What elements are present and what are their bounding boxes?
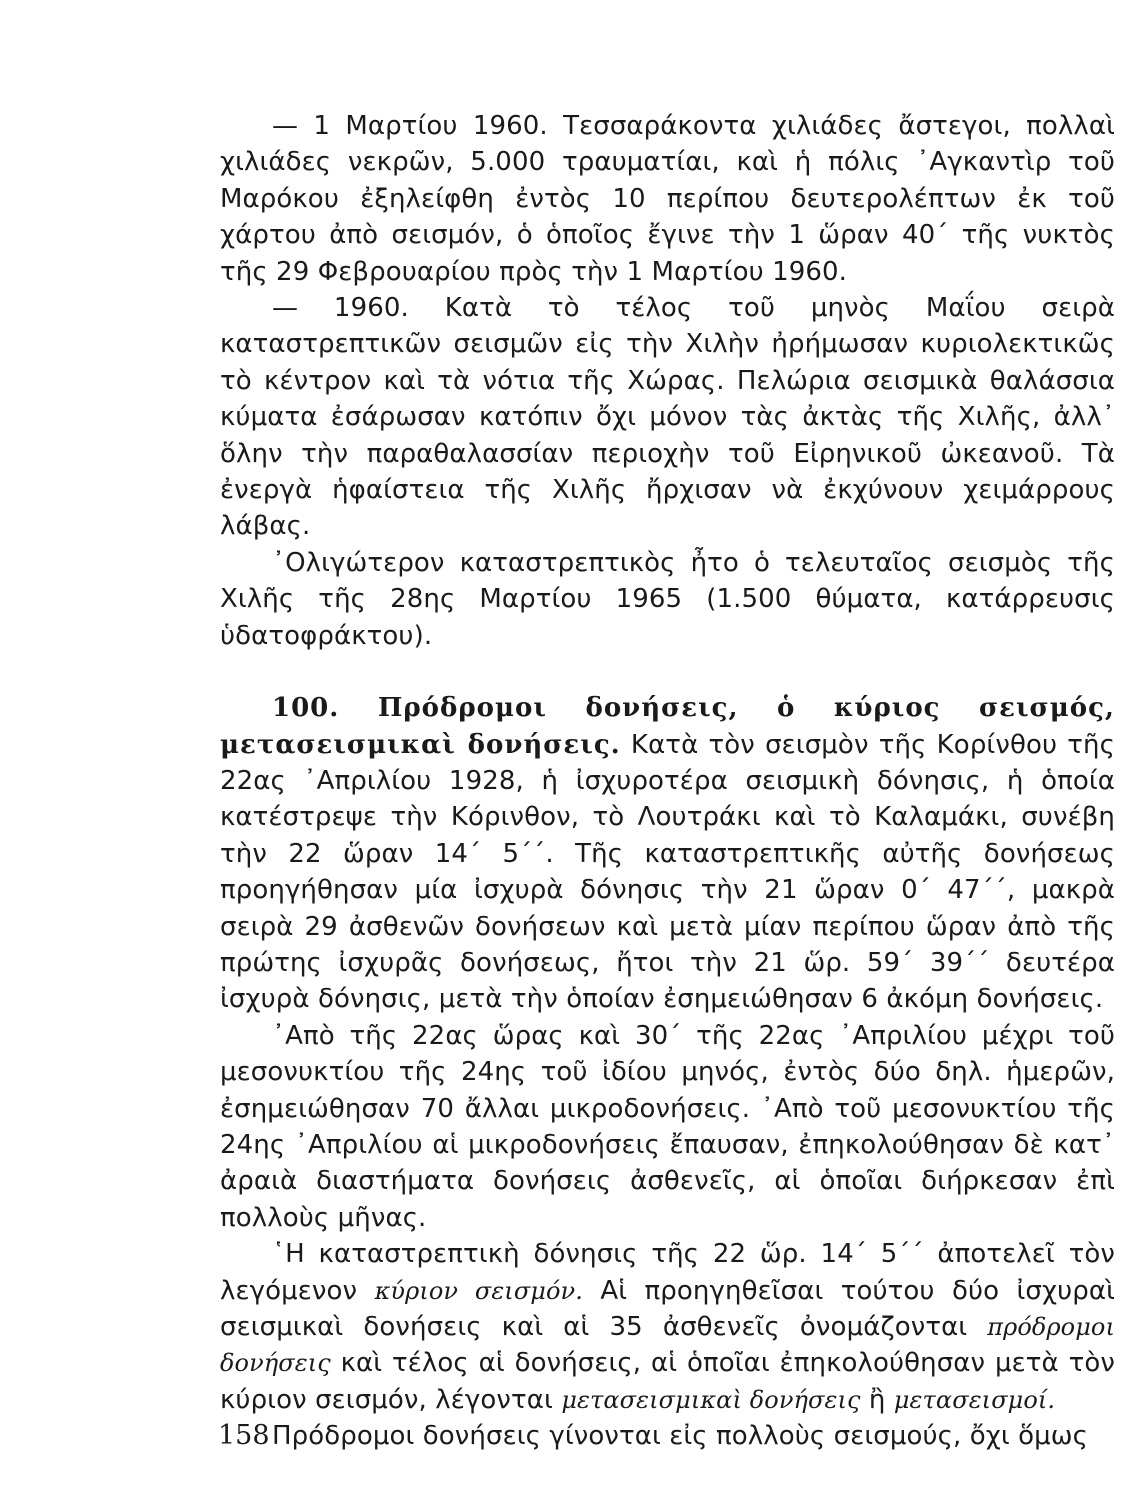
term-aftershocks-short: μετασεισμοί.	[893, 1385, 1056, 1414]
paragraph-microshocks: ᾽Απὸ τῆς 22ας ὥρας καὶ 30΄ τῆς 22ας ᾽Απριλίου μέχρι τοῦ μεσονυκτίου τῆς 24ης τοῦ ἰδίου μηνός, ἐντὸς δύο δηλ. ἡμερῶν, ἐσημειώθησαν 70 ἄλλαι μικροδονήσεις. ᾽Απὸ τοῦ μεσονυκτίου τῆς 24ης ᾽Απριλίου αἱ μικροδονήσεις ἔπαυσαν, ἐπηκολούθησαν δὲ κατ᾽ ἀραιὰ διαστήματα δονήσεις ἀσθενεῖς, αἱ ὁποῖαι διήρκεσαν ἐπὶ πολλοὺς μῆνας.	[220, 1020, 1115, 1233]
term-main-shock: κύριον σεισμόν.	[374, 1276, 583, 1305]
page-number: 158	[218, 1420, 270, 1451]
page-body	[220, 108, 1115, 1455]
paragraph-foreshocks-continued: Πρόδρομοι δονήσεις γίνονται εἰς πολλοὺς σεισμούς, ὄχι ὅμως	[272, 1421, 1089, 1452]
section-100	[220, 690, 1115, 1018]
section-body: Κατὰ τὸν σεισμὸν τῆς Κορίνθου τῆς 22ας ᾽Απριλίου 1928, ἡ ἰσχυροτέρα σεισμικὴ δόνησις, ἡ ὁποία κατέστρεψε τὴν Κόρινθον, τὸ Λουτράκι καὶ τὸ Καλαμάκι, συνέβη τὴν 22 ὥραν 14΄ 5΄΄. Τῆς καταστρεπτικῆς αὐτῆς δονήσεως προηγήθησαν μία ἰσχυρὰ δόνησις τὴν 21 ὥραν 0΄ 47΄΄, μακρὰ σειρὰ 29 ἀσθενῶν δονήσεων καὶ μετὰ μίαν περίπου ὥραν ἀπὸ τῆς πρώτης ἰσχυρᾶς δονήσεως, ἤτοι τὴν 21 ὥρ. 59΄ 39΄΄ δευτέρα ἰσχυρὰ δόνησις, μετὰ τὴν ὁποίαν ἐσημειώθησαν 6 ἀκόμη δονήσεις.	[220, 729, 1115, 1015]
definitions-text-c: καὶ τέλος αἱ δονήσεις, αἱ ὁποῖαι ἐπηκολούθησαν μετὰ τὸν κύριον σεισμόν, λέγονται	[220, 1348, 1115, 1415]
definitions-text-b: Αἱ προηγηθεῖσαι τούτου δύο ἰσχυραὶ σεισμικαὶ δονήσεις καὶ αἱ 35 ἀσθενεῖς ὀνομάζονται	[220, 1275, 1115, 1342]
term-aftershocks: μετασεισμικαὶ δονήσεις	[561, 1385, 861, 1414]
section-heading: 100. Πρόδρομοι δονήσεις, ὁ κύριος σεισμός, μετασεισμικαὶ δονήσεις.	[220, 693, 1115, 760]
term-foreshocks: πρόδρομοι δονήσεις	[220, 1313, 1115, 1378]
definitions-text-a: ῾Η καταστρεπτικὴ δόνησις τῆς 22 ὥρ. 14΄ 5΄΄ ἀποτελεῖ τὸν λεγόμενον	[220, 1239, 1115, 1306]
paragraph-agadir-1960: — 1 Μαρτίου 1960. Τεσσαράκοντα χιλιάδες ἄστεγοι, πολλαὶ χιλιάδες νεκρῶν, 5.000 τραυματίαι, καὶ ἡ πόλις ᾽Αγκαντὶρ τοῦ Μαρόκου ἐξηλείφθη ἐντὸς 10 περίπου δευτερολέπτων ἐκ τοῦ χάρτου ἀπὸ σεισμόν, ὁ ὁποῖος ἔγινε τὴν 1 ὥραν 40΄ τῆς νυκτὸς τῆς 29 Φεβρουαρίου πρὸς τὴν 1 Μαρτίου 1960.	[220, 111, 1115, 287]
definitions-text-d: ἢ	[868, 1384, 886, 1415]
paragraph-chile-1965: ᾽Ολιγώτερον καταστρεπτικὸς ἦτο ὁ τελευταῖος σεισμὸς τῆς Χιλῆς τῆς 28ης Μαρτίου 1965 (1.500 θύματα, κατάρρευσις ὑδατοφράκτου).	[220, 547, 1115, 651]
paragraph-chile-1960: — 1960. Κατὰ τὸ τέλος τοῦ μηνὸς Μαΐου σειρὰ καταστρεπτικῶν σεισμῶν εἰς τὴν Χιλὴν ἠρήμωσαν κυριολεκτικῶς τὸ κέντρον καὶ τὰ νότια τῆς Χώρας. Πελώρια σεισμικὰ θαλάσσια κύματα ἐσάρωσαν κατόπιν ὄχι μόνον τὰς ἀκτὰς τῆς Χιλῆς, ἀλλ᾽ ὅλην τὴν παραθαλασσίαν περιοχὴν τοῦ Εἰρηνικοῦ ὠκεανοῦ. Τὰ ἐνεργὰ ἡφαίστεια τῆς Χιλῆς ἤρχισαν νὰ ἐκχύνουν χειμάρρους λάβας.	[220, 293, 1115, 542]
paragraph-definitions	[220, 1236, 1115, 1418]
